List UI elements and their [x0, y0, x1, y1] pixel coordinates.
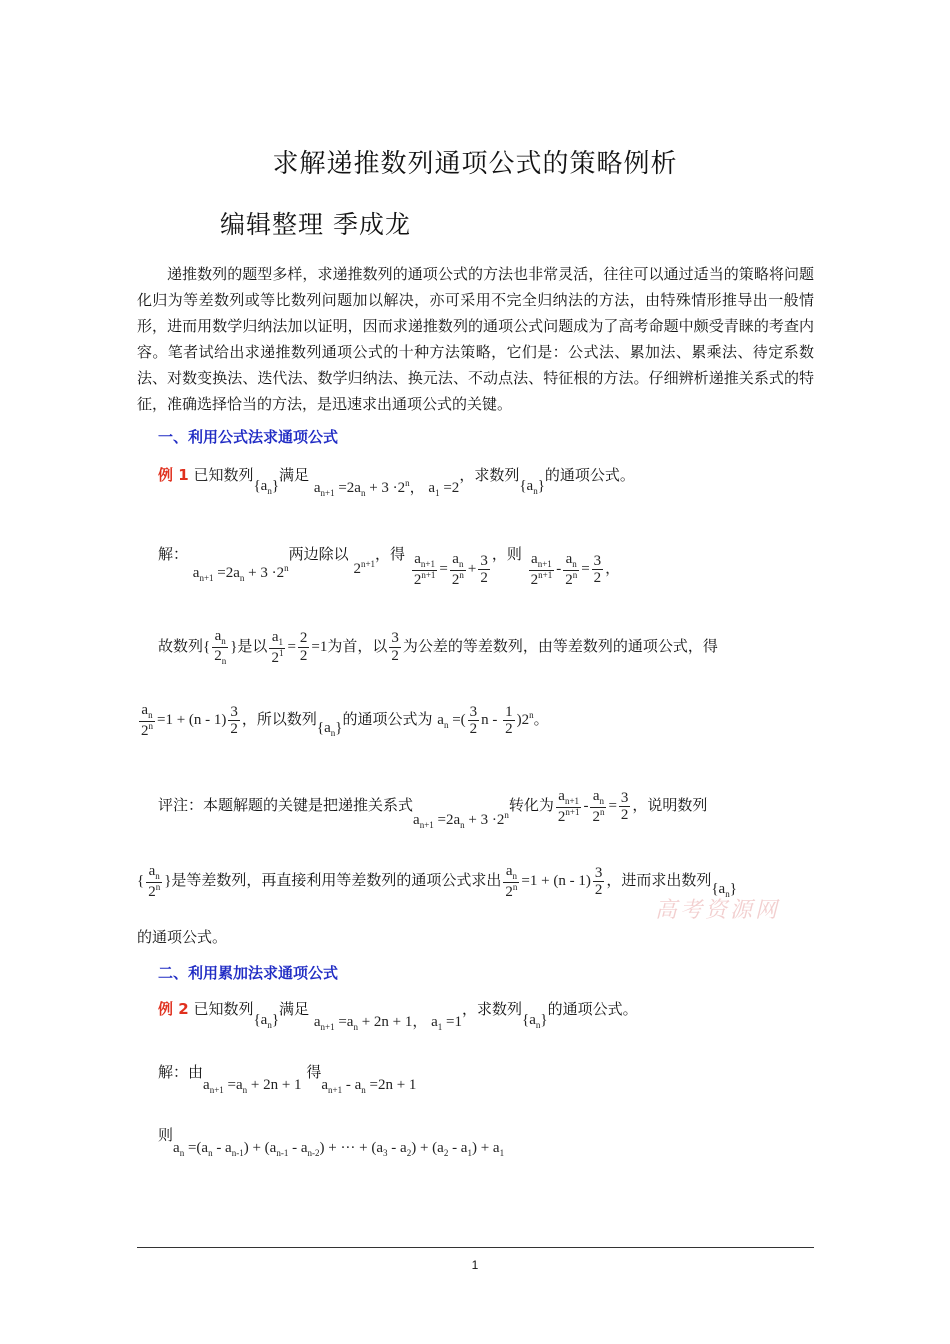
- so-text-3: 为首，以: [327, 636, 388, 655]
- so-text-1: 故数列: [158, 636, 204, 655]
- math-recurrence2: $a_{n+1} =a_n + 2n + 1$: [203, 1077, 302, 1095]
- ex2-label: 例 2: [158, 1000, 189, 1018]
- footer-divider: [137, 1247, 814, 1248]
- math-seq-ratio: { $\frac{a_n}{2_n}$ }: [203, 628, 238, 666]
- res-text-2: 的通项公式为: [342, 710, 433, 729]
- ex2-text-1: 已知数列: [193, 1000, 254, 1018]
- math-recurrence: $a_{n+1} =2a_n + 3 \cdot 2^n$: [192, 563, 289, 584]
- ex1-so-line: [158, 628, 814, 667]
- cm-text-3: ，说明数列: [632, 796, 708, 815]
- watermark: 高考资源网: [655, 898, 781, 923]
- math-difference: $\frac{a_{n+1}}{2^{n+1}}$ - $\frac{a_n}{2^n}$ = $\frac{3}{2}$ ，: [530, 551, 621, 588]
- sol2-text-1: 解：由: [158, 1063, 204, 1081]
- section2-heading: 二、利用累加法求通项公式: [158, 964, 339, 982]
- ex2-solution-line: [158, 1061, 417, 1095]
- math-telescoping-sum: $a_n =(a_n - a_{n-1}) + (a_{n-1} - a_{n-2})$ + ··· + $(a_3 - a_2) + (a_2 - a_1) + a_1$: [173, 1140, 505, 1158]
- math-recurrence2: $a_{n+1} =a_n + 2n + 1$， $a_1 =1$: [313, 1014, 462, 1032]
- math-difference2: $a_{n+1} - a_n =2n + 1$: [321, 1077, 417, 1095]
- cm-text-2: 转化为: [508, 796, 554, 815]
- so-text-4: 为公差的等差数列，由等差数列的通项公式，得: [402, 636, 718, 655]
- ex1-label: 例 1: [158, 466, 189, 484]
- res-text-1: ，所以数列: [241, 710, 317, 729]
- math-seq: $\{a_n\}$: [253, 478, 280, 496]
- ex1-text-2: 满足: [279, 466, 310, 484]
- math-seq: $\{a_n\}$: [519, 478, 545, 496]
- cm-text-5: ，进而求出数列: [606, 871, 712, 890]
- math-difference: $\frac{a_{n+1}}{2^{n+1}}$ - $\frac{a_n}{2^n}$ = $\frac{3}{2}$: [557, 788, 629, 825]
- ex1-text-1: 已知数列: [193, 466, 254, 484]
- editor-line: 编辑整理 季成龙: [220, 210, 411, 239]
- ex2-text-4: 的通项公式。: [547, 1000, 638, 1018]
- math-seq: $\{a_n\}$: [522, 1012, 548, 1030]
- then-text: 则: [158, 1126, 174, 1144]
- page-number: 1: [471, 1258, 479, 1272]
- math-final-answer: $a_n$ =( $\frac{3}{2}$ n - $\frac{1}{2}$ )2$^n$: [437, 703, 534, 738]
- math-divided-eq: $\frac{a_{n+1}}{2^{n+1}}$ = $\frac{a_n}{2^n}$ + $\frac{3}{2}$: [413, 551, 488, 588]
- math-recurrence: $a_{n+1} =2a_n + 3 \cdot 2^n$: [413, 810, 509, 831]
- sol-text-1: 解：: [158, 545, 189, 564]
- math-divisor: $2^{n+1}$: [353, 559, 376, 578]
- ex1-text-4: 的通项公式。: [544, 466, 635, 484]
- page-title: 求解递推数列通项公式的策略例析: [272, 149, 678, 179]
- ex2-then-line: [158, 1124, 505, 1158]
- so-text-2: 是以: [237, 636, 268, 655]
- ex1-text-3: ，求数列: [459, 466, 520, 484]
- ex2-line: [158, 998, 638, 1032]
- math-seq: $\{a_n\}$: [316, 720, 343, 739]
- ex1-line: [158, 464, 635, 498]
- ex2-text-3: ，求数列: [462, 1000, 523, 1018]
- math-recurrence: $a_{n+1} =2a_n + 3 \cdot 2^n$， $a_1 =2$: [313, 478, 460, 498]
- cm-text-1: 评注：本题解题的关键是把递推关系式: [158, 796, 414, 815]
- intro-paragraph: [137, 261, 814, 417]
- math-seq: $\{a_n\}$: [253, 1012, 280, 1030]
- math-common-diff: $\frac{3}{2}$: [391, 630, 399, 664]
- section1-heading: 一、利用公式法求通项公式: [158, 428, 339, 446]
- math-general-term: $\frac{a_n}{2^n}$ =1 + (n - 1) $\frac{3}{2}$: [505, 863, 603, 900]
- ex1-comment-line2: [137, 863, 737, 900]
- ex1-result-line: [137, 702, 549, 739]
- ex1-comment-line1: [158, 788, 708, 831]
- sol-text-2: 两边除以: [288, 545, 349, 564]
- math-general-term: $\frac{a_n}{2^n}$ =1 + (n - 1) $\frac{3}{2}$: [141, 702, 238, 739]
- sol-text-4: ，则: [491, 545, 522, 564]
- sol2-text-2: 得: [306, 1063, 322, 1081]
- cm-text-4: 是等差数列，再直接利用等差数列的通项公式求出: [171, 871, 502, 890]
- math-first-term: $\frac{a_1}{2^1}$ = $\frac{2}{2}$ =1: [271, 628, 328, 666]
- ex1-solution-line: [158, 537, 621, 588]
- cm-text-6: 的通项公式。: [137, 928, 228, 946]
- ex2-text-2: 满足: [279, 1000, 310, 1018]
- sol-text-3: ，得: [375, 545, 406, 564]
- res-text-3: 。: [533, 710, 549, 729]
- math-seq-ratio: { $\frac{a_n}{2^n}$ }: [137, 863, 172, 900]
- math-seq: $\{a_n\}$: [711, 881, 737, 900]
- intro-text: 递推数列的题型多样，求递推数列的通项公式的方法也非常灵活，往往可以通过适当的策略将问题化归为等差数列或等比数列问题加以解决，亦可采用不完全归纳法的方法，由特殊情形推导出一般情形，进而用数学归纳法加以证明，因而求递推数列的通项公式问题成为了高考命题中颇受青睐的考查内容。笔者试给出求递推数列通项公式的十种方法策略，它们是：公式法、累加法、累乘法、待定系数法、对数变换法、迭代法、数学归纳法、换元法、不动点法、特征根的方法。仔细辨析递推关系式的特征，准确选择恰当的方法，是迅速求出通项公式的关键。: [137, 265, 814, 413]
